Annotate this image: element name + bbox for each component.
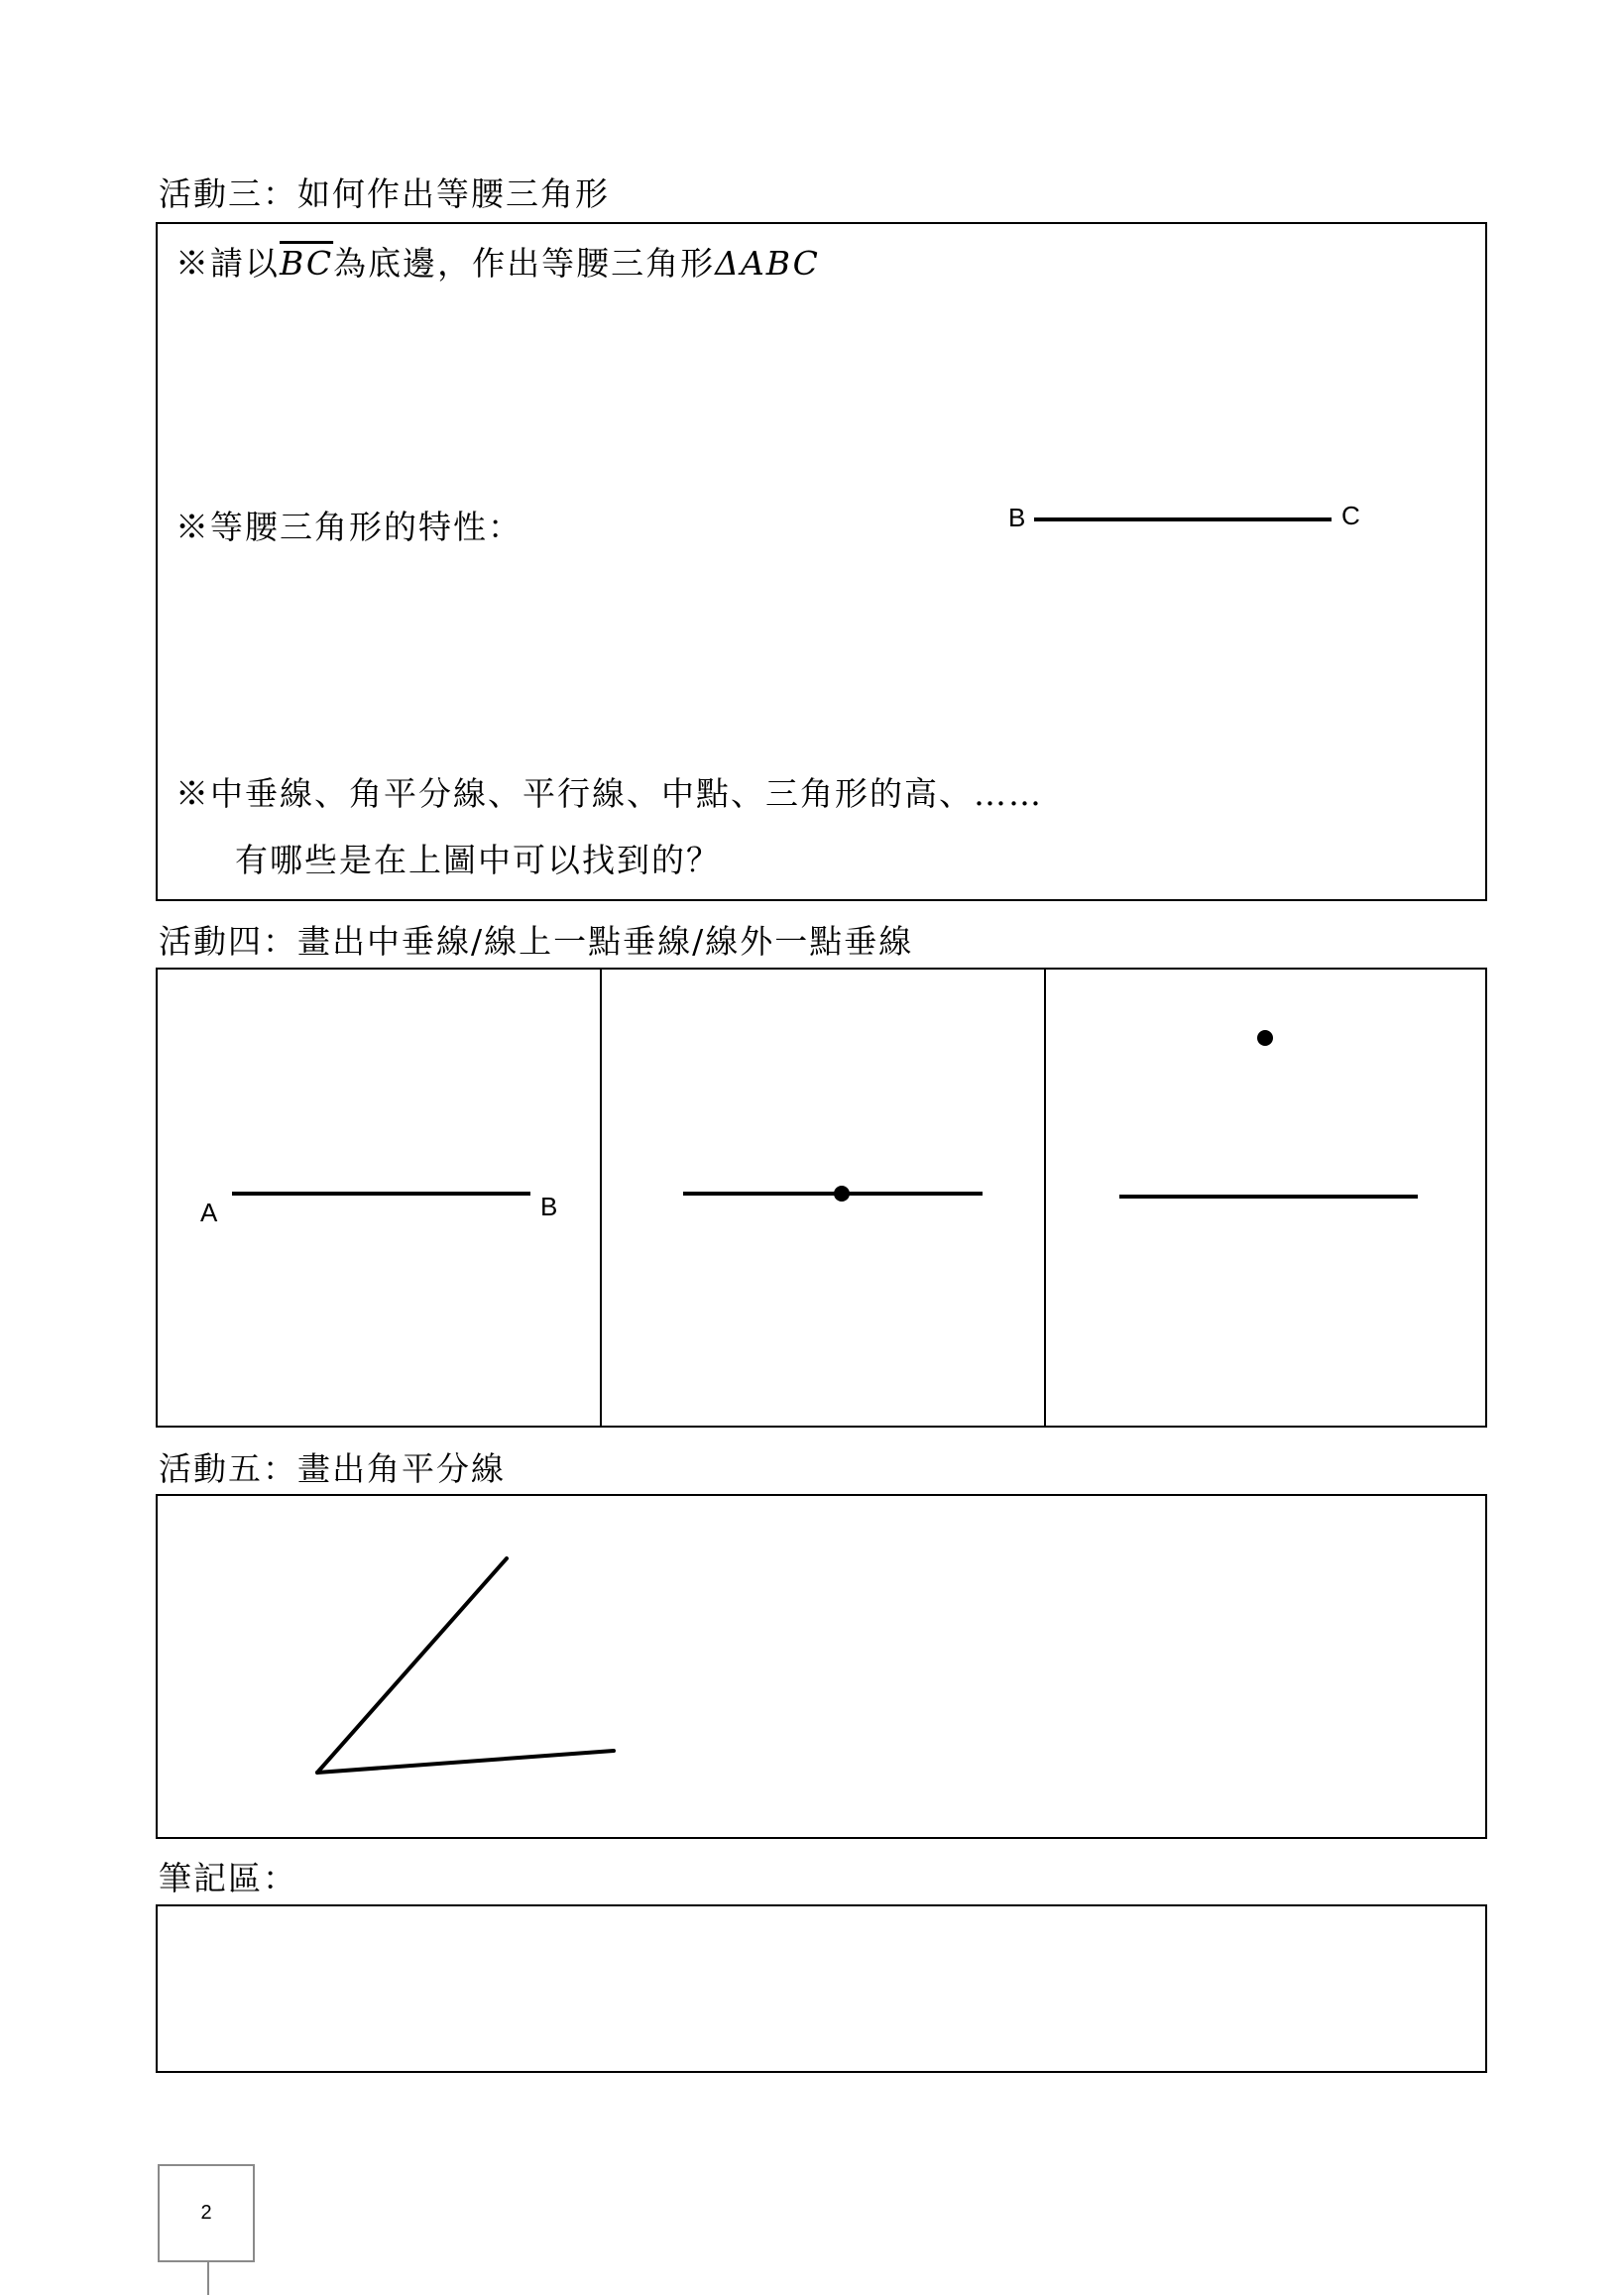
activity5-box	[156, 1494, 1487, 1839]
triangle-abc: ΔABC	[715, 244, 820, 283]
activity5-heading: 活動五：畫出角平分線	[159, 1449, 506, 1488]
activity4-figures	[158, 970, 1485, 1426]
activity3-lines-question-2: 有哪些是在上圖中可以找到的？	[235, 841, 721, 879]
segment-bc: $\overline{BC}$	[280, 244, 334, 283]
activity3-lines-question: ※中垂線、角平分線、平行線、中點、三角形的高、……	[175, 774, 1043, 813]
prompt-middle: 為底邊，作出等腰三角形	[333, 244, 716, 283]
activity3-properties: ※等腰三角形的特性：	[175, 508, 522, 546]
point-a-label: A	[200, 1198, 218, 1227]
point-c-label: C	[1341, 501, 1360, 530]
page-number-stem	[207, 2261, 209, 2295]
page-number-box	[158, 2164, 255, 2262]
point-on-line	[834, 1186, 850, 1202]
angle-ray-2	[317, 1751, 614, 1773]
notes-box[interactable]	[156, 1904, 1487, 2073]
activity3-box	[156, 222, 1487, 901]
notes-heading: 筆記區：	[159, 1859, 297, 1897]
point-off-line	[1257, 1030, 1273, 1046]
point-b-label: B	[1008, 503, 1026, 532]
activity4-heading: 活動四：畫出中垂線/線上一點垂線/線外一點垂線	[159, 922, 914, 961]
page-number: 2	[200, 2202, 212, 2224]
activity4-box	[156, 968, 1487, 1428]
angle-figure	[158, 1496, 1485, 1837]
point-b-label-2: B	[540, 1192, 558, 1221]
activity3-heading: 活動三：如何作出等腰三角形	[159, 174, 610, 213]
angle-ray-1	[317, 1558, 507, 1773]
prompt-prefix: ※請以	[175, 244, 280, 283]
